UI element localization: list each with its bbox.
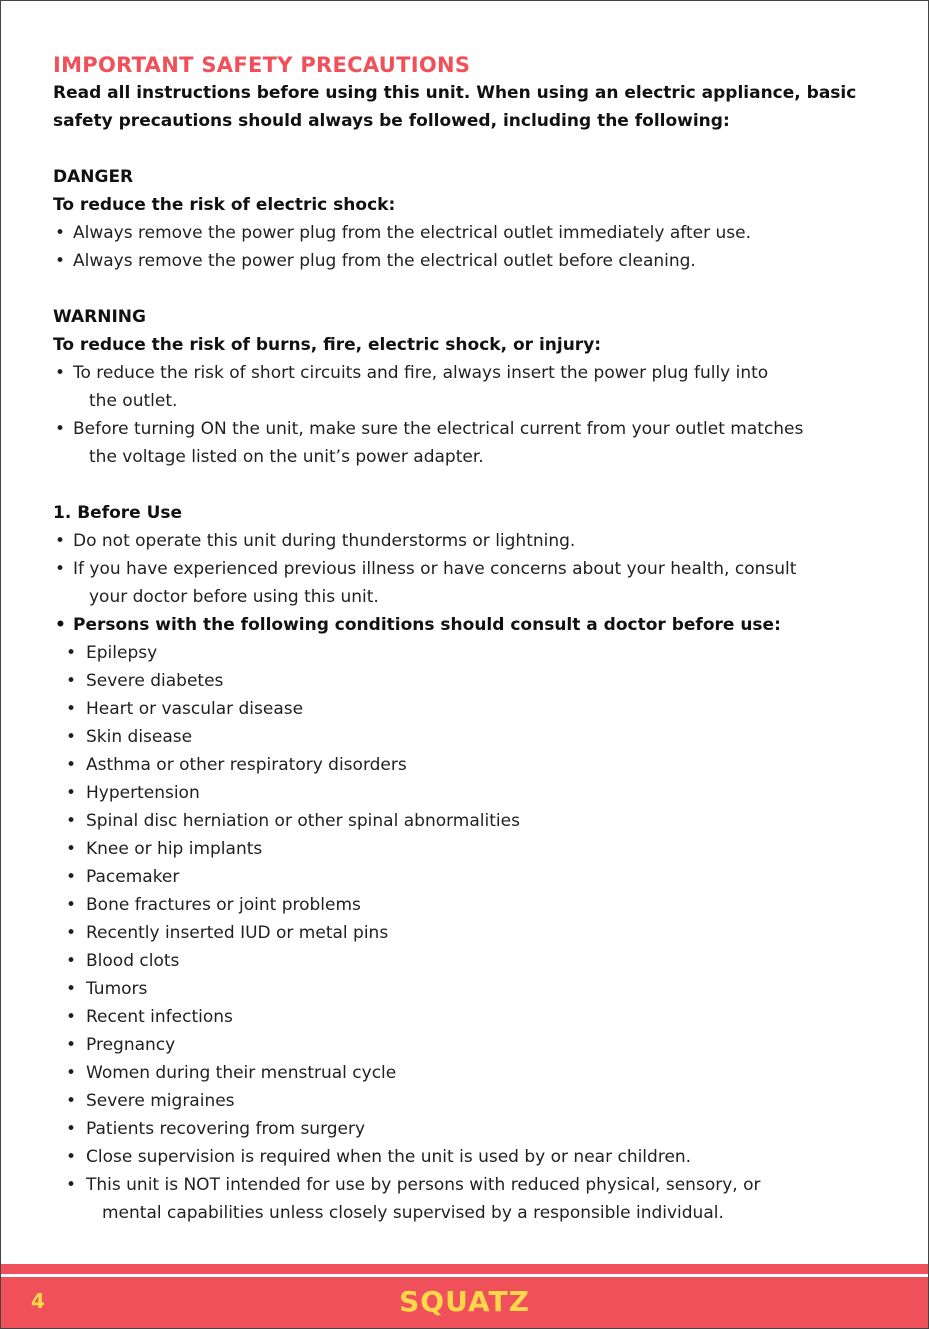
condition-item: • Pacemaker: [53, 863, 893, 891]
list-item-continuation: the outlet.: [89, 391, 178, 411]
list-item: • Always remove the power plug from the electrical outlet before cleaning.: [53, 247, 893, 275]
danger-heading: DANGER: [53, 167, 134, 187]
condition-item: • Heart or vascular disease: [53, 695, 893, 723]
warning-list: [53, 359, 893, 471]
condition-item: • Skin disease: [53, 723, 893, 751]
intro-line-2: safety precautions should always be followed, including the following:: [53, 111, 730, 131]
list-item: • Persons with the following conditions should consult a doctor before use:: [53, 611, 893, 639]
page-title: IMPORTANT SAFETY PRECAUTIONS: [53, 53, 471, 77]
danger-list: [53, 219, 893, 275]
condition-item: • Close supervision is required when the unit is used by or near children.: [53, 1143, 893, 1171]
condition-item: • Severe diabetes: [53, 667, 893, 695]
list-item-line: This unit is NOT intended for use by persons with reduced physical, sensory, or: [86, 1175, 761, 1195]
page-number: 4: [31, 1289, 45, 1313]
condition-item: • Women during their menstrual cycle: [53, 1059, 893, 1087]
list-item: • Do not operate this unit during thunderstorms or lightning.: [53, 527, 893, 555]
condition-item: • Recent infections: [53, 1003, 893, 1031]
list-item-line: If you have experienced previous illness or have concerns about your health, consult: [73, 559, 797, 579]
condition-item: • Hypertension: [53, 779, 893, 807]
footer-stripe: [1, 1264, 928, 1274]
brand-logo: SQUATZ: [399, 1285, 530, 1318]
condition-item: • Spinal disc herniation or other spinal abnormalities: [53, 807, 893, 835]
warning-subheading: To reduce the risk of burns, fire, electric shock, or injury:: [53, 335, 602, 355]
condition-item: • Pregnancy: [53, 1031, 893, 1059]
page-content: [53, 51, 893, 1227]
list-item-continuation: your doctor before using this unit.: [89, 587, 379, 607]
condition-item: • Blood clots: [53, 947, 893, 975]
condition-item: • Asthma or other respiratory disorders: [53, 751, 893, 779]
condition-item: • Severe migraines: [53, 1087, 893, 1115]
list-item: [53, 359, 893, 415]
condition-item: • Tumors: [53, 975, 893, 1003]
footer: [1, 1277, 928, 1328]
condition-item: • Patients recovering from surgery: [53, 1115, 893, 1143]
condition-item: • Knee or hip implants: [53, 835, 893, 863]
list-item-continuation: the voltage listed on the unit’s power adapter.: [89, 447, 484, 467]
list-item-line: To reduce the risk of short circuits and fire, always insert the power plug fully into: [73, 363, 769, 383]
condition-item: [53, 1171, 893, 1227]
condition-item: • Epilepsy: [53, 639, 893, 667]
condition-item: • Bone fractures or joint problems: [53, 891, 893, 919]
conditions-list: [53, 639, 893, 1227]
condition-item: • Recently inserted IUD or metal pins: [53, 919, 893, 947]
list-item: [53, 555, 893, 611]
list-item: [53, 415, 893, 471]
before-use-heading: 1. Before Use: [53, 503, 183, 523]
list-item-line: Before turning ON the unit, make sure the electrical current from your outlet matches: [73, 419, 804, 439]
intro-line-1: Read all instructions before using this unit. When using an electric appliance, basic: [53, 83, 857, 103]
before-use-list: [53, 527, 893, 639]
warning-heading: WARNING: [53, 307, 146, 327]
danger-subheading: To reduce the risk of electric shock:: [53, 195, 396, 215]
list-item: • Always remove the power plug from the electrical outlet immediately after use.: [53, 219, 893, 247]
list-item-continuation: mental capabilities unless closely supervised by a responsible individual.: [102, 1203, 724, 1223]
